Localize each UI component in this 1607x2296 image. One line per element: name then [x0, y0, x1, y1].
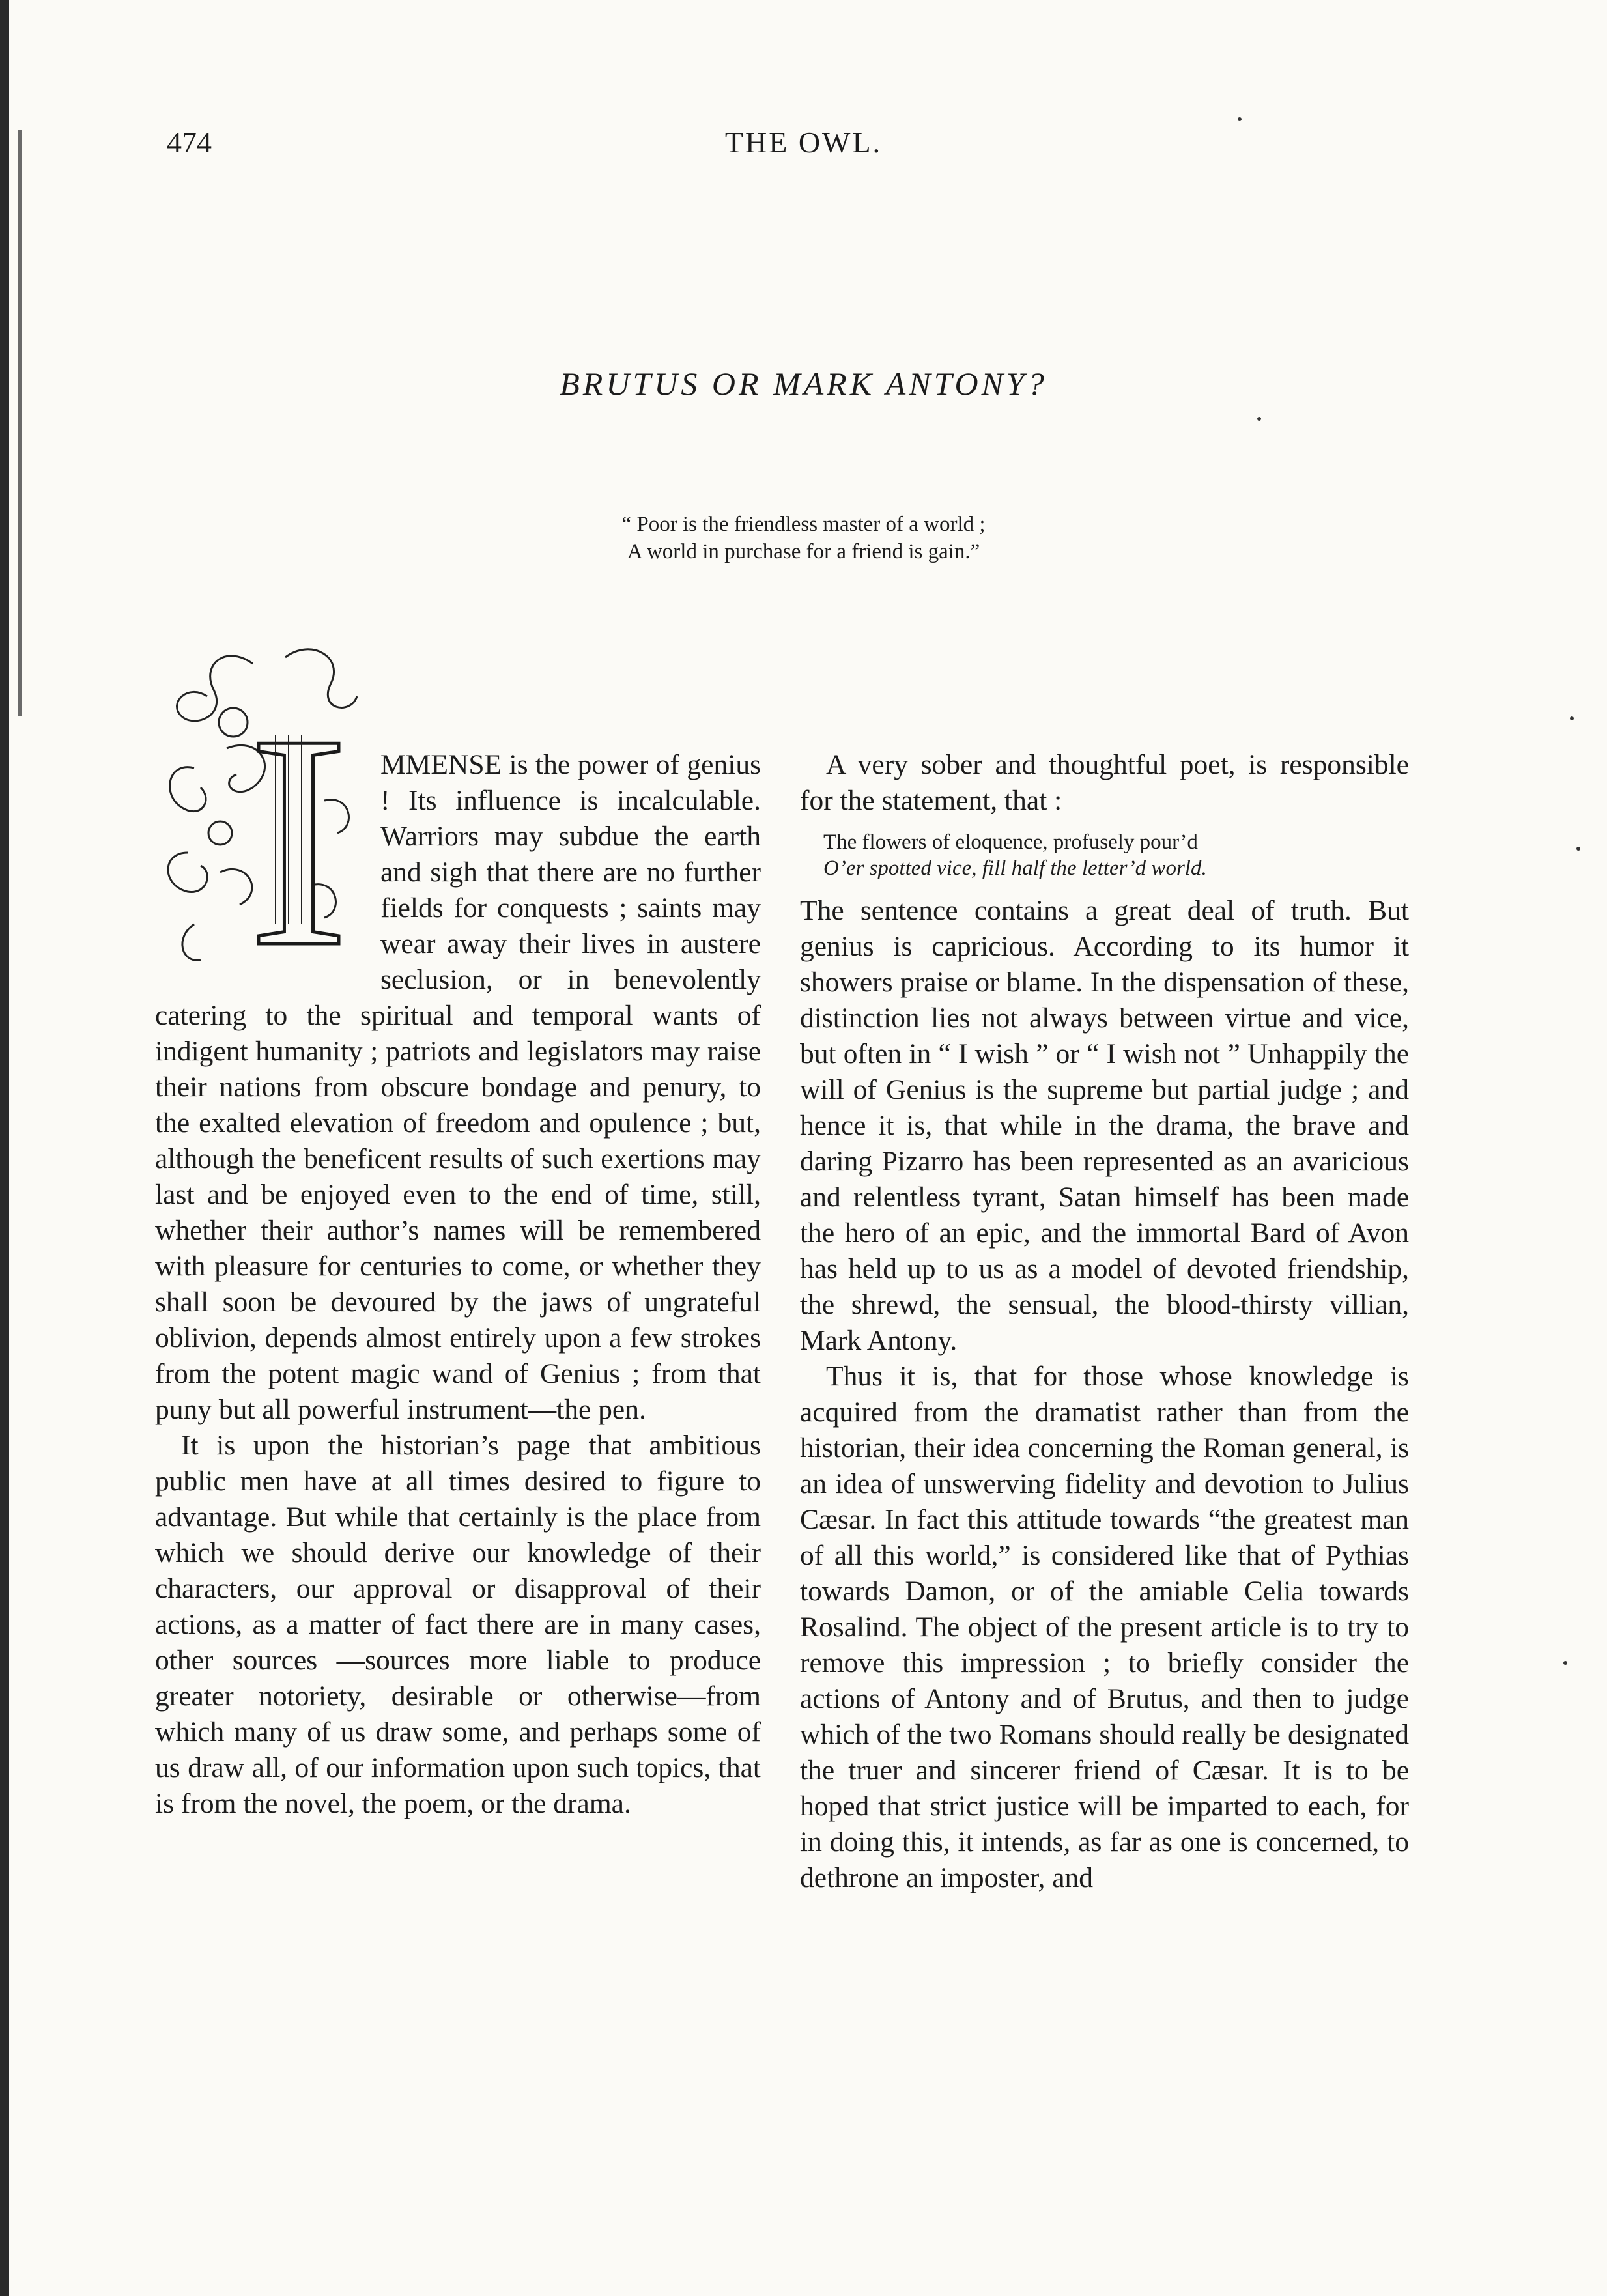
print-speck — [1576, 847, 1580, 851]
book-gutter-shadow — [18, 130, 22, 716]
print-speck — [1570, 716, 1574, 720]
epigraph-line-1: “ Poor is the friendless master of a world ; — [621, 513, 986, 536]
page-number: 474 — [167, 126, 212, 159]
epigraph — [0, 511, 1607, 565]
verse-line-1: The flowers of eloquence, profusely pour’d — [823, 830, 1198, 854]
left-paragraph-2: It is upon the historian’s page that ambitious public men have at all times desired to figure to advantage. But while that certainly is the place from which we should derive our knowledge of their characters, our approval or disapproval of their actions, as a matter of fact there are in many cases, other sources —sources more liable to produce greater notoriety, desirable or otherwise—from which many of us draw some, and perhaps some of us draw all, of our information upon such topics, that is from the novel, the poem, or the drama. — [155, 1430, 761, 1819]
print-speck — [1563, 1661, 1567, 1665]
drop-cap-letter: I — [248, 671, 350, 978]
right-paragraph-2: The sentence contains a great deal of truth. But genius is capricious. According to its humor it showers praise or blame. In the dispensation of these, distinction lies not always between virtue and vice, but often in “ I wish ” or “ I wish not ” Unhappily the will of Genius is the supreme but partial judge ; and hence it is, that while in the drama, the brave and daring Pizarro has been represented as an avaricious and relentless tyrant, Satan himself has been made the hero of an epic, and the immortal Bard of Avon has held up to us as a model of devoted friendship, the shrewd, the sensual, the blood-thirsty villian, Mark Antony. — [800, 895, 1409, 1356]
epigraph-line-2: A world in purchase for a friend is gain.” — [627, 540, 980, 563]
left-paragraph-1: MMENSE is the power of genius ! Its influence is incalculable. Warriors may subdue the earth and sigh that there are no further fields for conquests ; saints may wear away their lives in austere seclusion, or in benevolently catering to the spiritual and temporal wants of indigent humanity ; patriots and legislators may raise their nations from obscure bondage and penury, to the exalted elevation of freedom and opulence ; but, although the beneficent results of such exertions may last and be enjoyed even to the end of time, still, whether their author’s names will be remembered with pleasure for centuries to come, or whether they shall soon be devoured by the jaws of ungrateful oblivion, depends almost entirely upon a few strokes from the potent magic wand of Genius ; from that puny but all powerful instrument—the pen. — [155, 749, 761, 1425]
verse-line-2: O’er spotted vice, fill half the letter’d world. — [823, 857, 1207, 880]
article-title: BRUTUS OR MARK ANTONY? — [560, 365, 1047, 402]
print-speck — [1257, 417, 1261, 421]
right-column — [800, 747, 1409, 1896]
page-header — [0, 125, 1607, 171]
book-spine-edge — [0, 0, 9, 2296]
quoted-verse — [823, 829, 1409, 881]
print-speck — [1238, 117, 1242, 121]
right-paragraph-1: A very sober and thoughtful poet, is responsible for the statement, that : — [800, 749, 1409, 816]
left-column — [155, 671, 761, 1822]
running-title: THE OWL. — [724, 126, 883, 159]
right-paragraph-3: Thus it is, that for those whose knowledge is acquired from the dramatist rather than from the historian, their idea concerning the Roman general, is an idea of unswerving fidelity and devotion to Julius Cæsar. In fact this attitude towards “the greatest man of all this world,” is considered like that of Pythias towards Damon, or of the amiable Celia towards Rosalind. The object of the present article is to try to remove this impression ; to briefly consider the actions of Antony and of Brutus, and then to judge which of the two Romans should really be designated the truer and sincerer friend of Cæsar. It is to be hoped that strict justice will be imparted to each, for in doing this, it intends, as far as one is concerned, to dethrone an imposter, and — [800, 1361, 1409, 1893]
ornamental-drop-cap — [155, 638, 375, 978]
